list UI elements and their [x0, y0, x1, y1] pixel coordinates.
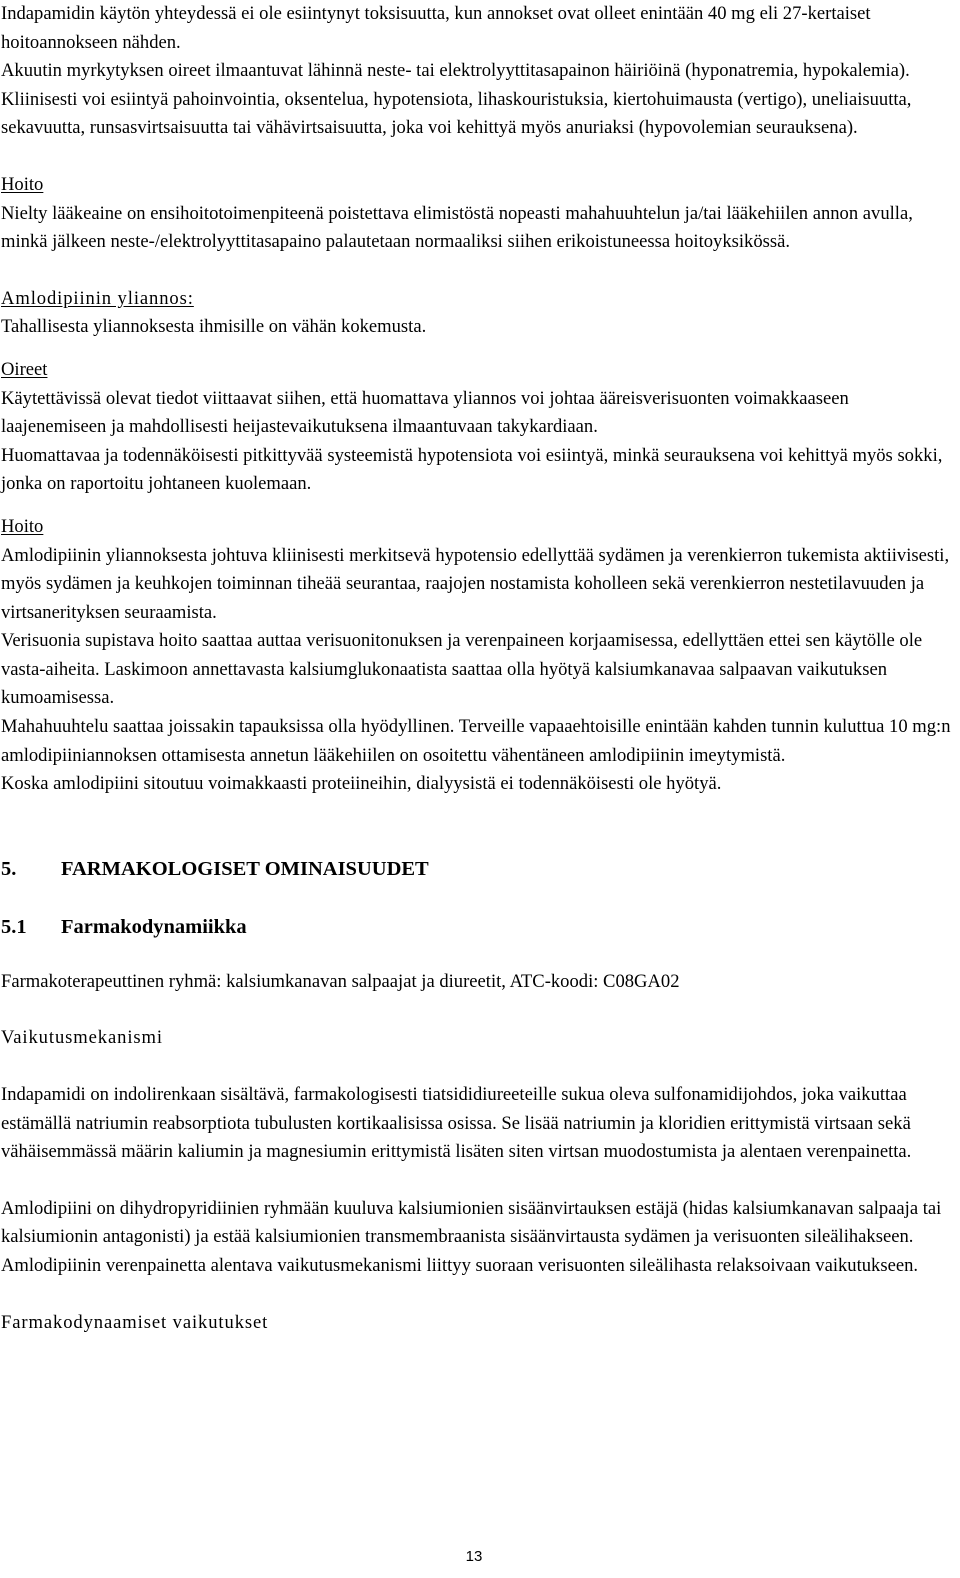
amlodipine-treatment-paragraph-1: Amlodipiinin yliannoksesta johtuva kliinisesti merkitsevä hypotensio edellyttää sydämen ja verenkierron tukemista aktiivisesti, myös sydämen ja keuhkojen toiminnan tiheää seurantaa, raajojen nostamista koholleen sekä verenkierron nestetilavuuden ja virtsanerityksen seuraamista. [1, 544, 950, 623]
therapeutic-group-text: Farmakoterapeuttinen ryhmä: kalsiumkanavan salpaajat ja diureetit, ATC-koodi: C08GA02 [1, 970, 680, 992]
amlodipine-treatment-paragraph-2: Verisuonia supistava hoito saattaa auttaa verisuonitonuksen ja verenpaineen korjaamisessa, edellyttäen ettei sen käytölle ole vasta-aiheita. Laskimoon annettavasta kalsiumglukonaatista saattaa olla hyötyä kalsiumkanavaa salpaavan vaikutuksen kumoamisessa. [1, 630, 923, 709]
therapeutic-group-block [1, 968, 955, 997]
amlodipine-mechanism-paragraph-2: Amlodipiinin verenpainetta alentava vaikutusmekanismi liittyy suoraan verisuonten sileälihasta relaksoivaan vaikutukseen. [1, 1255, 919, 1276]
amlodipine-symptoms-paragraph-1: Käytettävissä olevat tiedot viittaavat siihen, että huomattava yliannos voi johtaa ääreisverisuonten voimakkaaseen laajenemiseen ja mahdollisesti heijastevaikutuksena ilmaantuvaan takykardiaan. [1, 387, 849, 438]
indapamide-mechanism-block [1, 1081, 955, 1167]
section-5-1-heading [1, 913, 955, 941]
pharmacodynamic-effects-heading: Farmakodynaamiset vaikutukset [1, 1311, 269, 1333]
section-5-title: FARMAKOLOGISET OMINAISUUDET [61, 857, 429, 880]
indapamide-overdose-section [1, 0, 955, 143]
section-5-heading [1, 855, 955, 883]
amlodipine-overdose-intro: Tahallisesta yliannoksesta ihmisille on vähän kokemusta. [1, 316, 427, 338]
amlodipine-symptoms-heading: Oireet [1, 358, 48, 380]
indapamide-mechanism-paragraph: Indapamidi on indolirenkaan sisältävä, farmakologisesti tiatsididiureeteille sukua oleva sulfonamidijohdos, joka vaikuttaa estämällä natriumin reabsorptiota tubulusten kortikaalisissa osissa. Se lisää natriumin ja kloridien erittymistä virtsaan sekä vähäisemmässä määrin kaliumin ja magnesiumin erittymistä lisäten siten virtsan muodostumista ja alentaen verenpainetta. [1, 1084, 912, 1163]
indapamide-treatment-heading: Hoito [1, 173, 44, 195]
section-5-number: 5. [1, 857, 17, 880]
section-5-1-title: Farmakodynamiikka [61, 915, 247, 938]
amlodipine-mechanism-block [1, 1195, 955, 1281]
amlodipine-overdose-section [1, 285, 955, 342]
pharmacodynamic-heading-block [1, 1309, 955, 1338]
amlodipine-symptoms-paragraph-2: Huomattavaa ja todennäköisesti pitkittyvää systeemistä hypotensiota voi esiintyä, minkä seurauksena voi kehittyä myös sokki, jonka on raportoitu johtaneen kuolemaan. [1, 444, 943, 495]
amlodipine-overdose-heading: Amlodipiinin yliannos: [1, 287, 194, 309]
mechanism-heading: Vaikutusmekanismi [1, 1027, 163, 1049]
mechanism-heading-block [1, 1024, 955, 1053]
amlodipine-treatment-heading: Hoito [1, 515, 44, 537]
section-5-1-number: 5.1 [1, 915, 27, 938]
indapamide-treatment-section [1, 171, 955, 257]
page-number: 13 [465, 1548, 483, 1565]
amlodipine-mechanism-paragraph-1: Amlodipiini on dihydropyridiinien ryhmään kuuluva kalsiumionien sisäänvirtauksen estäjä (hidas kalsiumkanavan salpaaja tai kalsiumionin antagonisti) ja estää kalsiumionien transmembraanista sisäänvirtausta sydämen ja verisuonten sileälihakseen. [1, 1197, 942, 1248]
indapamide-symptoms-paragraph: Akuutin myrkytyksen oireet ilmaantuvat lähinnä neste- tai elektrolyyttitasapainon häiriöinä (hyponatremia, hypokalemia). Kliinisesti voi esiintyä pahoinvointia, oksentelua, hypotensiota, lihaskouristuksia, kiertohuimausta (vertigo), uneliaisuutta, sekavuutta, runsasvirtsaisuutta tai vähävirtsaisuutta, joka voi kehittyä myös anuriaksi (hypovolemian seurauksena). [1, 60, 912, 139]
indapamide-toxicity-paragraph: Indapamidin käytön yhteydessä ei ole esiintynyt toksisuutta, kun annokset ovat olleet enintään 40 mg eli 27-kertaiset hoitoannokseen nähden. [1, 3, 871, 53]
indapamide-treatment-paragraph: Nielty lääkeaine on ensihoitotoimenpiteenä poistettava elimistöstä nopeasti mahahuuhtelun ja/tai lääkehiilen annon avulla, minkä jälkeen neste-/elektrolyyttitasapaino palautetaan normaaliksi siihen erikoistuneessa hoitoyksikössä. [1, 202, 913, 253]
amlodipine-symptoms-section [1, 356, 955, 499]
document-page [1, 0, 955, 1337]
amlodipine-treatment-paragraph-4: Koska amlodipiini sitoutuu voimakkaasti proteiineihin, dialyysistä ei todennäköisesti ole hyötyä. [1, 773, 722, 795]
amlodipine-treatment-paragraph-3: Mahahuuhtelu saattaa joissakin tapauksissa olla hyödyllinen. Terveille vapaaehtoisille enintään kahden tunnin kuluttua 10 mg:n amlodipiiniannoksen ottamisesta annetun lääkehiilen on osoitettu vähentäneen amlodipiinin imeytymistä. [1, 716, 951, 766]
amlodipine-treatment-section [1, 513, 955, 799]
